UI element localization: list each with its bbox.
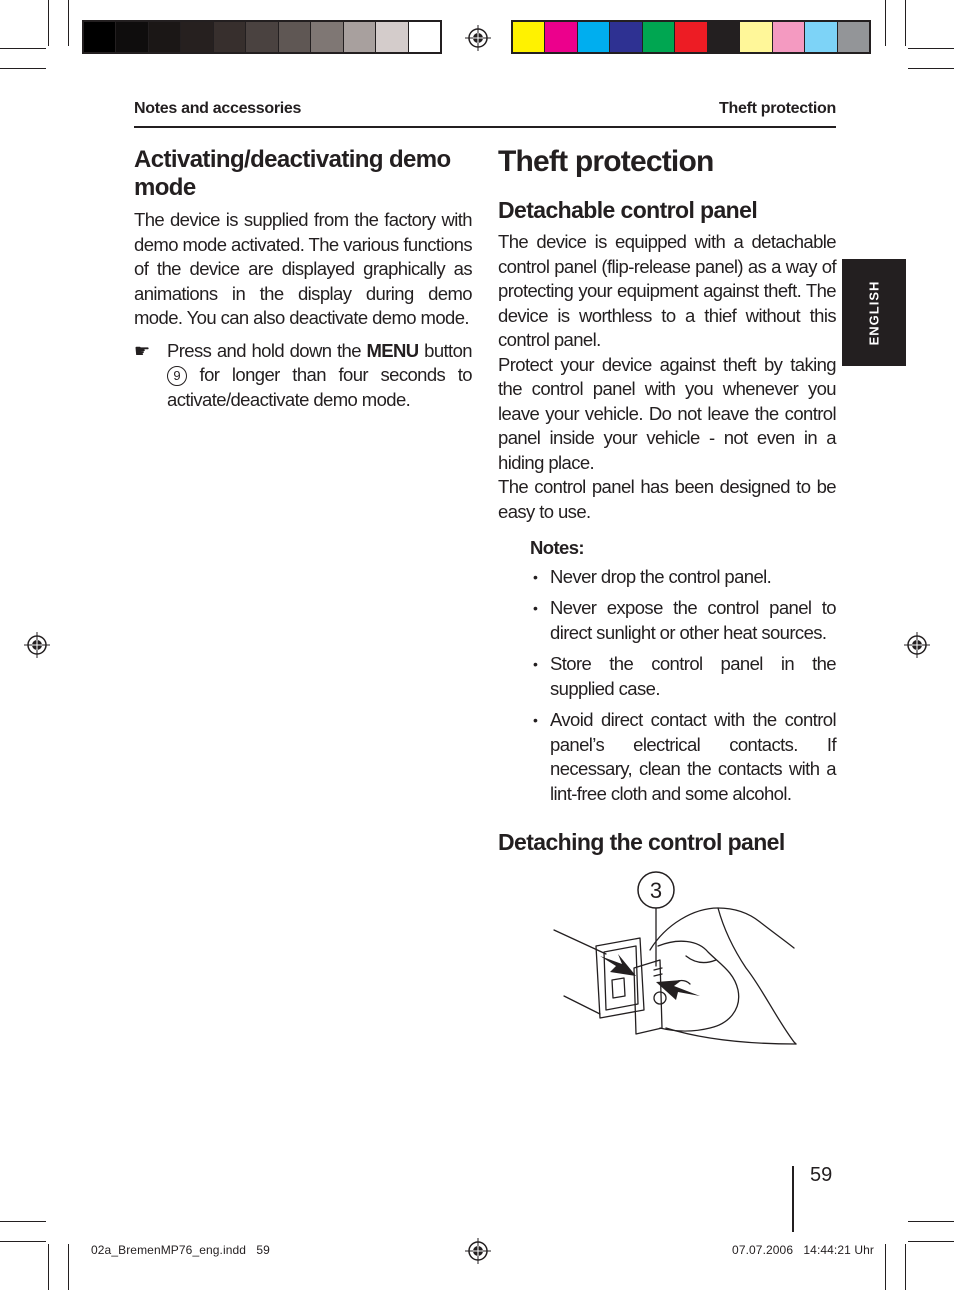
calibration-swatch [376,22,408,52]
calibration-swatch [740,22,772,52]
calibration-swatch [279,22,311,52]
crop-mark [0,48,46,49]
slug-timestamp: 07.07.2006 14:44:21 Uhr [732,1243,874,1257]
pointing-hand-icon: ☛ [134,340,150,361]
registration-mark-icon [904,632,930,658]
theft-paragraph-3: The control panel has been designed to be easy to use. [498,476,836,522]
header-rule [134,126,836,128]
gray-calibration-bar [82,20,442,54]
slug-filename: 02a_BremenMP76_eng.indd 59 [91,1243,270,1257]
demo-mode-step [134,339,472,413]
calibration-swatch [675,22,707,52]
calibration-swatch [643,22,675,52]
calibration-swatch [344,22,376,52]
detaching-panel-illustration [548,868,804,1054]
notes-title: Notes: [530,537,584,558]
arrow-icon [656,980,700,1000]
page-number: 59 [810,1164,833,1186]
running-header-right: Theft protection [719,100,836,117]
calibration-swatch [838,22,869,52]
calibration-swatch [84,22,116,52]
calibration-swatch [773,22,805,52]
detachable-panel-heading: Detachable control panel [498,197,758,223]
crop-mark [908,48,954,49]
calibration-swatch [805,22,837,52]
crop-mark [48,0,49,46]
right-column [498,146,836,862]
calibration-swatch [246,22,278,52]
running-header-left: Notes and accessories [134,100,302,117]
callout-number: 3 [649,878,663,903]
calibration-swatch [513,22,545,52]
calibration-swatch [181,22,213,52]
language-tab [842,259,906,366]
note-item: • Never drop the control panel. [530,565,836,590]
notes-list [498,565,836,807]
registration-mark-icon [465,25,491,51]
demo-mode-heading: Activating/deactivating demo mode [134,146,451,201]
crop-mark [908,1241,954,1242]
language-tab-label: ENGLISH [866,280,882,345]
crop-mark [885,1244,886,1290]
calibration-swatch [214,22,246,52]
calibration-swatch [545,22,577,52]
calibration-swatch [578,22,610,52]
page-number-rule [792,1166,794,1232]
crop-mark [68,0,69,46]
button-number-badge: 9 [167,366,187,386]
calibration-swatch [116,22,148,52]
crop-mark [68,1244,69,1290]
calibration-swatch [149,22,181,52]
crop-mark [905,0,906,46]
calibration-swatch [409,22,440,52]
menu-key-label: MENU [366,339,419,361]
calibration-swatch [708,22,740,52]
crop-mark [0,1221,46,1222]
registration-mark-icon [465,1238,491,1264]
detaching-panel-heading: Detaching the control panel [498,829,785,855]
step-text-3: for longer than four seconds to activate/deactivate demo mode. [167,364,472,410]
registration-mark-icon [24,632,50,658]
color-calibration-bar [511,20,871,54]
note-item: • Avoid direct contact with the control panel’s electrical contacts. If necessary, clean the contacts with a lint-free cloth and some alcohol. [530,708,836,806]
crop-mark [0,1241,46,1242]
note-item: • Store the control panel in the supplied case. [530,652,836,701]
step-text-1: Press and hold down the [167,339,367,361]
theft-paragraph-2: Protect your device against theft by taking the control panel with you whenever you leave your vehicle. Do not leave the control panel inside your vehicle - not even in a hiding place. [498,353,836,473]
calibration-swatch [610,22,642,52]
crop-mark [885,0,886,46]
note-item: • Never expose the control panel to direct sunlight or other heat sources. [530,596,836,645]
calibration-swatch [311,22,343,52]
crop-mark [908,68,954,69]
step-text-2: button [418,339,472,361]
crop-mark [48,1244,49,1290]
theft-paragraph-1: The device is equipped with a detachable control panel (flip-release panel) as a way of protecting your equipment against theft. The device is worthless to a thief without this control panel. [498,231,836,350]
arrow-icon [600,954,636,976]
left-column [134,146,472,412]
crop-mark [0,68,46,69]
crop-mark [908,1221,954,1222]
crop-mark [905,1244,906,1290]
page-title: Theft protection [498,145,714,178]
demo-mode-paragraph: The device is supplied from the factory with demo mode activated. The various functions of the device are displayed graphically as animations in the display during demo mode. You can also deactivate demo mode. [134,209,472,328]
